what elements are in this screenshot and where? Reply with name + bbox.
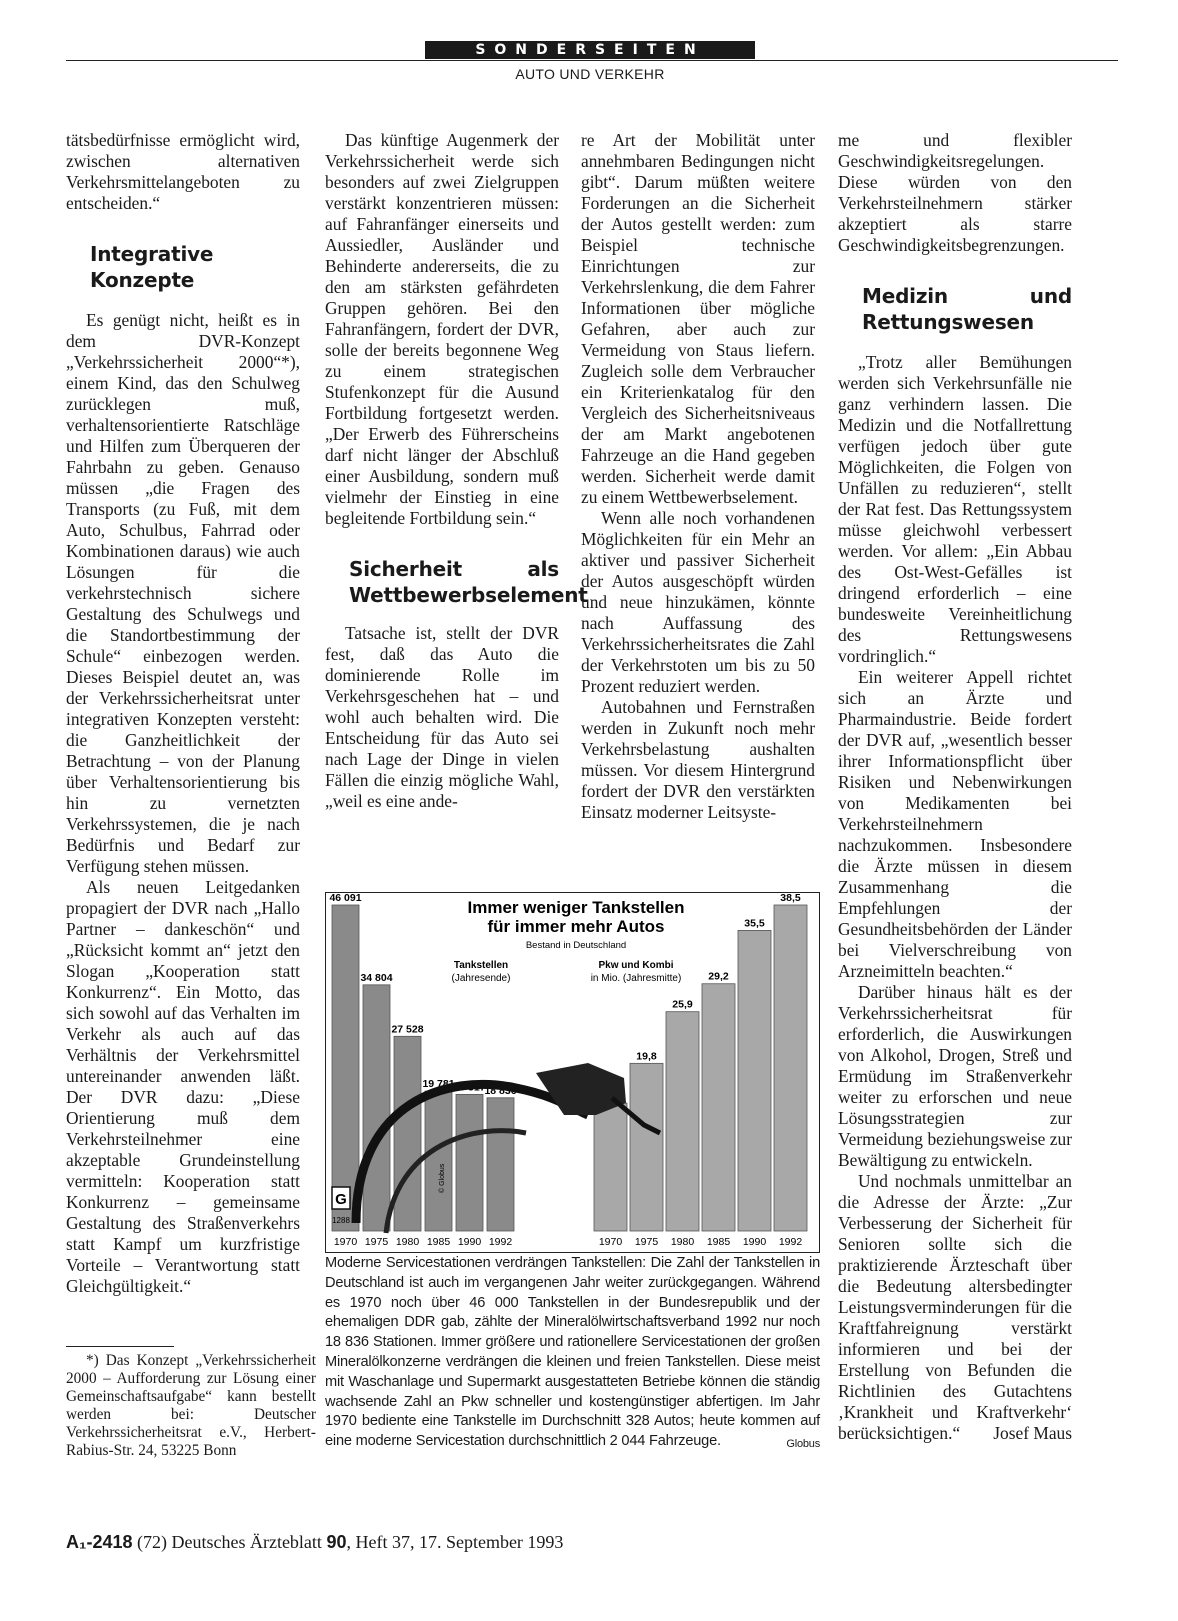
data-label: 19 781 [422, 1078, 455, 1091]
bar-pkw [774, 905, 807, 1231]
section-banner: SONDERSEITEN [425, 41, 755, 59]
legend-pkw-unit: in Mio. (Jahresmitte) [590, 973, 682, 984]
tick-label: 1980 [395, 1236, 420, 1248]
legend-tankstellen-unit: (Jahresende) [451, 973, 511, 984]
bar-tankstellen [456, 1094, 483, 1231]
tick-label: 1975 [364, 1236, 389, 1248]
heading-sicherheit: Sicherheit als Wettbewerbselement [349, 557, 588, 607]
chart-title-line1: Immer weniger Tankstellen [467, 898, 685, 917]
paragraph [838, 1171, 1072, 1444]
data-label: 46 091 [329, 893, 362, 904]
chart-title-line2: für immer mehr Autos [487, 917, 665, 936]
citation-number: (72) [136, 1532, 167, 1552]
bar-pkw [630, 1063, 663, 1231]
footnote [66, 1352, 316, 1460]
chart-tankstellen [325, 892, 820, 1253]
paragraph: Wenn alle noch vorhandenen Möglichkeiten für ein Mehr an aktiver und passiver Sicherheit der Autos ausgeschöpft würden und neue hinzukämen, könnte nach Auffassung des Verkehrssicherheitsrates die Zahl der Verkehrstoten um bis zu 50 Prozent reduziert werden. [581, 508, 815, 696]
journal-name: Deutsches Ärzteblatt [171, 1532, 322, 1552]
watermark: © Globus [439, 1163, 446, 1193]
bar-tankstellen [332, 905, 359, 1231]
bar-tankstellen [487, 1098, 514, 1231]
page-footer [66, 1532, 563, 1553]
legend-pkw: Pkw und Kombi [598, 960, 674, 971]
column-1 [66, 130, 300, 1297]
column-3 [581, 130, 815, 823]
data-label: 25,9 [672, 998, 693, 1011]
paragraph: Darüber hinaus hält es der Verkehrssicherheitsrat für erforderlich, die Auswirkungen von Alkohol, Drogen, Streß und Ermüdung im Straßenverkehr weiter zu erforschen und neue Lösungsstrategien zur Vermeidung beziehungsweise zur Bewältigung zu entwickeln. [838, 982, 1072, 1170]
data-label: 18 836 [484, 1084, 517, 1097]
data-label: 19,8 [636, 1050, 657, 1063]
tick-label: 1990 [457, 1236, 482, 1248]
paragraph: Ein weiterer Appell richtet sich an Ärzte und Pharmaindustrie. Beide fordert der DVR auf, „wesentlich besser ihrer Informationspflicht über Risiken und Nebenwirkungen von Medikamenten bei Verkehrsteilnehmern nachzukommen. Insbesondere die Ärzte müssen in diesem Zusammenhang die Empfehlungen der Gesundheitsbehörden der Länder bei Vielverschreibung von Arzneimitteln beachten.“ [838, 667, 1072, 981]
fuel-nozzle-icon [536, 1063, 626, 1115]
journal-issue: , Heft 37, 17. September 1993 [346, 1532, 564, 1552]
footnote-rule [66, 1346, 174, 1347]
heading-medizin: Medizin und Rettungswesen [862, 284, 1072, 334]
chart-caption [325, 1254, 820, 1455]
tick-label: 1992 [778, 1236, 803, 1248]
footnote-text: *) Das Konzept „Verkehrssicherheit 2000 – Aufforderung zur Lösung einer Gemeinschaftsaufgabe“ kann bestellt werden bei: Deutscher Verkehrssicherheitsrat e.V., Herbert-Rabius-Str. 24, 53225 Bonn [66, 1352, 316, 1459]
tick-label: 1992 [488, 1236, 513, 1248]
paragraph: tätsbedürfnisse ermöglicht wird, zwischen alternativen Verkehrsmittelangeboten zu entscheiden.“ [66, 130, 300, 213]
chart-svg [326, 893, 819, 1252]
paragraph: Autobahnen und Fernstraßen werden in Zukunft noch mehr Verkehrsbelastung aushalten müssen. Vor diesem Hintergrund fordert der DVR den verstärkten Einsatz moderner Leitsyste- [581, 697, 815, 822]
data-label: 29,2 [708, 970, 729, 983]
tick-label: 1990 [742, 1236, 767, 1248]
data-label: 38,5 [780, 893, 801, 904]
data-label: 19 317 [453, 1081, 486, 1094]
bar-tankstellen [425, 1091, 452, 1231]
column-2 [325, 130, 588, 812]
tick-label: 1970 [598, 1236, 623, 1248]
tick-label: 1985 [706, 1236, 731, 1248]
paragraph: Es genügt nicht, heißt es in dem DVR-Konzept „Verkehrssicherheit 2000“*), einem Kind, das den Schulweg zurücklegen muß, verhaltensorientierte Ratschläge und Hilfen zum Überqueren der Fahrbahn zu geben. Genauso müssen „die Fragen des Transports (zu Fuß, mit dem Auto, Schulbus, Fahrrad oder Kombinationen daraus) wie auch Lösungen für die verkehrstechnisch sichere Gestaltung des Schulwegs und die Standortbestimmung der Schule“ einbezogen werden. Dieses Beispiel deutet an, was der Verkehrssicherheitsrat unter integrativen Konzepten versteht: die Ganzheitlichkeit der Betrachtung – von der Planung über Verhaltensorientierung bis hin zu vernetzten Verkehrssystemen, die je nach Bedürfnis und Bedarf zur Verfügung stehen müssen. [66, 310, 300, 876]
bar-tankstellen [363, 985, 390, 1231]
data-label: 27 528 [391, 1023, 424, 1036]
data-label: 35,5 [744, 917, 765, 930]
caption-source: Globus [786, 1438, 820, 1451]
bar-pkw [738, 930, 771, 1231]
globus-logo-letter: G [335, 1191, 347, 1208]
bar-pkw [702, 984, 735, 1231]
paragraph: re Art der Mobilität unter annehmbaren Bedingungen nicht gibt“. Darum müßten weitere Forderungen an die Sicherheit der Autos gestellt werden: zum Beispiel technische Einrichtungen zur Verkehrslenkung, die dem Fahrer Informationen über mögliche Gefahren, aber auch zur Vermeidung von Staus liefern. Zugleich solle dem Verbraucher ein Kriterienkatalog für den Vergleich des Sicherheitsniveaus der am Markt angebotenen Fahrzeuge an die Hand gegeben werden. Sicherheit werde damit zu einem Wettbewerbselement. [581, 130, 815, 507]
paragraph: „Trotz aller Bemühungen werden sich Verkehrsunfälle nie ganz verhindern lassen. Die Medizin und die Notfallrettung verfügen jedoch über gute Möglichkeiten, die Folgen von Unfällen zu reduzieren“, stellt der Rat fest. Das Rettungssystem müsse gleichwohl verbessert werden. Vor allem: „Ein Abbau des Ost-West-Gefälles ist dringend erforderlich – eine bundesweite Vereinheitlichung des Rettungswesens vordringlich.“ [838, 352, 1072, 666]
graphic-number: 1288 [332, 1216, 350, 1225]
paragraph: Tatsache ist, stellt der DVR fest, daß das Auto die dominierende Rolle im Verkehrsgeschehen hat – und wohl auch behalten wird. Die Entscheidung für das Auto sei nach Lage der Dinge in vielen Fällen die einzig mögliche Wahl, „weil es eine ande- [325, 623, 559, 811]
column-4 [838, 130, 1072, 1444]
tick-label: 1980 [670, 1236, 695, 1248]
bar-pkw [666, 1012, 699, 1231]
tick-label: 1975 [634, 1236, 659, 1248]
paragraph-text: Und nochmals unmittelbar an die Adresse der Ärzte: „Zur Verbesserung der Sicherheit für Senioren sollte sich die praktizierende Ärzteschaft über die Bedeutung altersbedingter Leistungsverminderungen für die Kraftfahreignung verstärkt informieren und bei der Erstellung von Befunden die Richtlinien des Gutachtens ‚Krankheit und Kraftverkehr‘ berücksichtigen.“ [838, 1171, 1072, 1443]
heading-integrative-konzepte: Integrative Konzepte [90, 242, 214, 292]
header-rule [66, 60, 1118, 61]
journal-volume: 90 [326, 1532, 347, 1552]
paragraph: me und flexibler Geschwindigkeitsregelungen. Diese würden von den Verkehrsteilnehmern stärker akzeptiert als starre Geschwindigkeitsbegrenzungen. [838, 130, 1072, 255]
author: Josef Maus [993, 1423, 1072, 1443]
paragraph: Das künftige Augenmerk der Verkehrssicherheit werde sich besonders auf zwei Zielgruppen verstärkt konzentrieren müssen: auf Fahranfänger einerseits und Aussiedler, Ausländer und Behinderte andererseits, die zu den am stärksten gefährdeten Gruppen gehören. Bei den Fahranfängern, fordert der DVR, solle der bereits begonnene Weg zu einem strategischen Stufenkonzept für die Ausund Fortbildung fortgesetzt werden. „Der Erwerb des Führerscheins darf nicht länger der Abschluß einer Ausbildung, sondern muß vielmehr der Einstieg in eine begleitende Fortbildung sein.“ [325, 130, 559, 528]
paragraph: Als neuen Leitgedanken propagiert der DVR nach „Hallo Partner – dankeschön“ und „Rücksicht kommt an“ jetzt den Slogan „Kooperation statt Konkurrenz“. Ein Motto, das sich sowohl auf das Verhalten im Verkehr als auch auf das Verhältnis der Verkehrsmittel untereinander anwenden läßt. Der DVR dazu: „Diese Orientierung muß dem Verkehrsteilnehmer eine akzeptable Grundeinstellung vermitteln: Kooperation statt Konkurrenz – gemeinsame Gestaltung des Straßenverkehrs statt Kampf um kurzfristige Vorteile – Verantwortung statt Gleichgültigkeit.“ [66, 877, 300, 1296]
chart-subtitle: Bestand in Deutschland [525, 940, 627, 951]
tick-label: 1970 [333, 1236, 358, 1248]
data-label: 34 804 [360, 971, 393, 984]
bar-tankstellen [394, 1036, 421, 1231]
tick-label: 1985 [426, 1236, 451, 1248]
page-number: A₁-2418 [66, 1532, 133, 1552]
caption-text: Moderne Servicestationen verdrängen Tankstellen: Die Zahl der Tankstellen in Deutschland ist auch im vergangenen Jahr weiter zurückgegangen. Während es 1970 noch über 46 000 Tankstellen in der Bundesrepublik und der ehemaligen DDR gab, zählte der Mineralölwirtschaftsverband 1992 nur noch 18 836 Stationen. Immer größere und rationellere Servicestationen der großen Mineralölkonzerne verdrängen die kleinen und freien Tankstellen. Diese meist mit Waschanlage und Supermarkt ausgestatteten Betriebe können die ständig wachsende Zahl an Pkw schneller und kostengünstiger abfertigen. Im Jahr 1970 bediente eine Tankstelle im Durchschnitt 328 Autos; heute kommen auf eine moderne Servicestation durchschnittlich 2 044 Fahrzeuge. [325, 1255, 820, 1450]
legend-tankstellen: Tankstellen [453, 960, 509, 971]
section-subtitle: AUTO UND VERKEHR [515, 66, 665, 82]
bar-pkw [594, 1103, 627, 1231]
